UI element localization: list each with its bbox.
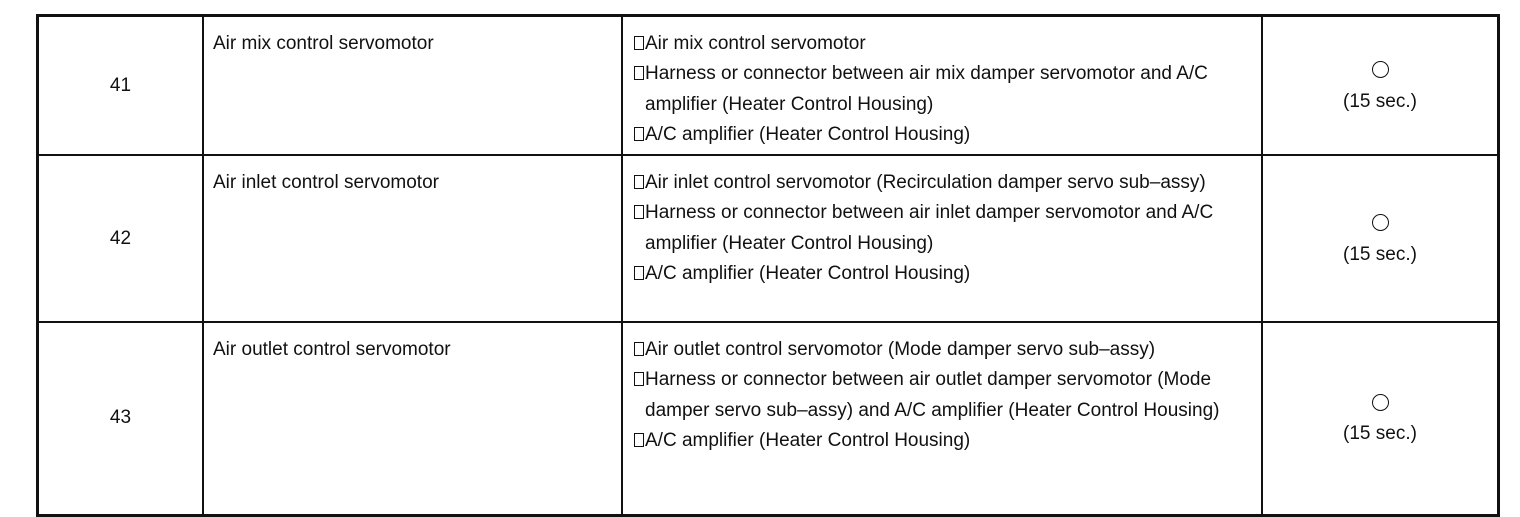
cause-item: Harness or connector between air inlet damper servomotor and A/C amplifier (Heater Control Housing) [634, 198, 1253, 259]
circle-icon [1372, 214, 1389, 231]
check-time: (15 sec.) [1343, 423, 1417, 445]
item-cell: Air mix control servomotor [203, 16, 622, 156]
cause-cell [622, 16, 1262, 156]
cause-item: Air outlet control servomotor (Mode damper servo sub–assy) [634, 335, 1253, 365]
checkbox-icon [634, 66, 644, 80]
cause-item: Air mix control servomotor [634, 29, 1253, 59]
check-cell [1262, 322, 1499, 515]
code-cell: 43 [38, 322, 204, 515]
checkbox-icon [634, 175, 644, 189]
cause-item: A/C amplifier (Heater Control Housing) [634, 426, 1253, 456]
item-cell: Air outlet control servomotor [203, 322, 622, 515]
checkbox-icon [634, 342, 644, 356]
code-cell: 42 [38, 155, 204, 322]
checkbox-icon [634, 36, 644, 50]
cause-cell [622, 322, 1262, 515]
circle-icon [1372, 61, 1389, 78]
check-time: (15 sec.) [1343, 243, 1417, 265]
checkbox-icon [634, 127, 644, 141]
cause-item: A/C amplifier (Heater Control Housing) [634, 120, 1253, 150]
check-time: (15 sec.) [1343, 90, 1417, 112]
cause-item: Harness or connector between air mix damper servomotor and A/C amplifier (Heater Control Housing) [634, 59, 1253, 120]
check-mark [1263, 54, 1497, 86]
table-row [38, 322, 1499, 515]
diagnostic-code-table [36, 14, 1500, 517]
check-cell [1262, 155, 1499, 322]
cause-cell [622, 155, 1262, 322]
check-mark [1263, 207, 1497, 239]
check-cell [1262, 16, 1499, 156]
check-mark [1263, 386, 1497, 418]
cause-item: Air inlet control servomotor (Recirculation damper servo sub–assy) [634, 168, 1253, 198]
table-row [38, 155, 1499, 322]
checkbox-icon [634, 205, 644, 219]
checkbox-icon [634, 372, 644, 386]
table-row [38, 16, 1499, 156]
circle-icon [1372, 394, 1389, 411]
cause-item: Harness or connector between air outlet damper servomotor (Mode damper servo sub–assy) and A/C amplifier (Heater Control Housing) [634, 365, 1253, 426]
item-cell: Air inlet control servomotor [203, 155, 622, 322]
cause-item: A/C amplifier (Heater Control Housing) [634, 259, 1253, 289]
code-cell: 41 [38, 16, 204, 156]
checkbox-icon [634, 266, 644, 280]
checkbox-icon [634, 433, 644, 447]
